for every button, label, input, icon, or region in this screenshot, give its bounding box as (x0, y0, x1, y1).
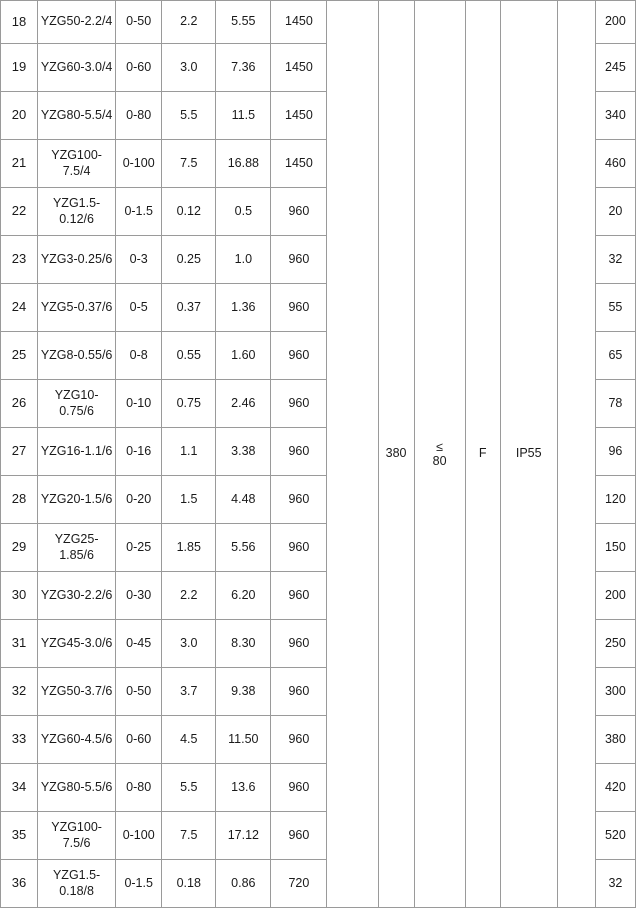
cell-current: 5.55 (216, 1, 271, 44)
cell-current: 8.30 (216, 620, 271, 668)
cell-insulation-class: F (465, 1, 500, 908)
cell-weight: 120 (595, 476, 635, 524)
cell-current: 4.48 (216, 476, 271, 524)
cell-model: YZG45-3.0/6 (38, 620, 116, 668)
cell-current: 0.5 (216, 188, 271, 236)
cell-range: 0-8 (116, 332, 162, 380)
cell-serial-number: 34 (1, 764, 38, 812)
cell-speed: 1450 (271, 92, 327, 140)
cell-range: 0-16 (116, 428, 162, 476)
cell-model: YZG50-2.2/4 (38, 1, 116, 44)
cell-power: 4.5 (162, 716, 216, 764)
cell-weight: 245 (595, 44, 635, 92)
cell-weight: 32 (595, 860, 635, 908)
cell-range: 0-3 (116, 236, 162, 284)
cell-serial-number: 26 (1, 380, 38, 428)
cell-power: 2.2 (162, 572, 216, 620)
temp-rise-value: 80 (432, 454, 447, 468)
cell-range: 0-1.5 (116, 860, 162, 908)
cell-current: 6.20 (216, 572, 271, 620)
cell-model: YZG80-5.5/6 (38, 764, 116, 812)
cell-speed: 960 (271, 476, 327, 524)
cell-weight: 340 (595, 92, 635, 140)
cell-weight: 200 (595, 572, 635, 620)
cell-current: 17.12 (216, 812, 271, 860)
cell-range: 0-80 (116, 764, 162, 812)
cell-weight: 96 (595, 428, 635, 476)
cell-current: 1.60 (216, 332, 271, 380)
cell-temperature-rise (414, 1, 465, 908)
cell-speed: 1450 (271, 140, 327, 188)
cell-power: 7.5 (162, 140, 216, 188)
cell-weight: 55 (595, 284, 635, 332)
cell-speed: 1450 (271, 1, 327, 44)
cell-range: 0-30 (116, 572, 162, 620)
cell-serial-number: 19 (1, 44, 38, 92)
cell-power: 3.0 (162, 44, 216, 92)
cell-power: 5.5 (162, 92, 216, 140)
cell-serial-number: 29 (1, 524, 38, 572)
cell-current: 11.5 (216, 92, 271, 140)
cell-weight: 20 (595, 188, 635, 236)
cell-serial-number: 30 (1, 572, 38, 620)
cell-speed: 960 (271, 188, 327, 236)
cell-model: YZG100-7.5/6 (38, 812, 116, 860)
table-row (1, 1, 636, 44)
cell-model: YZG1.5-0.12/6 (38, 188, 116, 236)
table-body (1, 1, 636, 908)
cell-model: YZG5-0.37/6 (38, 284, 116, 332)
cell-model: YZG1.5-0.18/8 (38, 860, 116, 908)
cell-serial-number: 36 (1, 860, 38, 908)
cell-serial-number: 31 (1, 620, 38, 668)
cell-model: YZG30-2.2/6 (38, 572, 116, 620)
cell-power: 2.2 (162, 1, 216, 44)
cell-range: 0-10 (116, 380, 162, 428)
cell-speed: 960 (271, 668, 327, 716)
cell-range: 0-5 (116, 284, 162, 332)
cell-weight: 200 (595, 1, 635, 44)
cell-range: 0-25 (116, 524, 162, 572)
cell-protection-class: IP55 (500, 1, 557, 908)
cell-model: YZG10-0.75/6 (38, 380, 116, 428)
cell-speed: 960 (271, 716, 327, 764)
cell-model: YZG16-1.1/6 (38, 428, 116, 476)
cell-serial-number: 23 (1, 236, 38, 284)
cell-weight: 150 (595, 524, 635, 572)
cell-model: YZG20-1.5/6 (38, 476, 116, 524)
cell-current: 5.56 (216, 524, 271, 572)
cell-serial-number: 35 (1, 812, 38, 860)
cell-speed: 960 (271, 380, 327, 428)
cell-range: 0-50 (116, 1, 162, 44)
temp-rise-symbol: ≤ (436, 439, 444, 454)
cell-model: YZG60-4.5/6 (38, 716, 116, 764)
cell-speed: 960 (271, 812, 327, 860)
cell-power: 0.12 (162, 188, 216, 236)
cell-current: 9.38 (216, 668, 271, 716)
cell-weight: 78 (595, 380, 635, 428)
cell-current: 11.50 (216, 716, 271, 764)
cell-range: 0-60 (116, 716, 162, 764)
cell-power: 7.5 (162, 812, 216, 860)
cell-power: 0.37 (162, 284, 216, 332)
cell-power: 0.18 (162, 860, 216, 908)
cell-weight: 32 (595, 236, 635, 284)
cell-speed: 720 (271, 860, 327, 908)
cell-speed: 960 (271, 620, 327, 668)
cell-speed: 960 (271, 236, 327, 284)
cell-range: 0-1.5 (116, 188, 162, 236)
cell-speed: 1450 (271, 44, 327, 92)
cell-range: 0-20 (116, 476, 162, 524)
cell-power: 1.5 (162, 476, 216, 524)
cell-model: YZG3-0.25/6 (38, 236, 116, 284)
cell-power: 0.75 (162, 380, 216, 428)
cell-model: YZG8-0.55/6 (38, 332, 116, 380)
cell-power: 1.1 (162, 428, 216, 476)
cell-serial-number: 22 (1, 188, 38, 236)
cell-current: 2.46 (216, 380, 271, 428)
cell-speed: 960 (271, 428, 327, 476)
cell-speed: 960 (271, 572, 327, 620)
cell-weight: 65 (595, 332, 635, 380)
cell-power: 5.5 (162, 764, 216, 812)
cell-current: 16.88 (216, 140, 271, 188)
cell-serial-number: 24 (1, 284, 38, 332)
cell-weight: 420 (595, 764, 635, 812)
cell-speed: 960 (271, 284, 327, 332)
cell-weight: 380 (595, 716, 635, 764)
cell-serial-number: 25 (1, 332, 38, 380)
cell-power: 0.25 (162, 236, 216, 284)
cell-power: 3.7 (162, 668, 216, 716)
cell-range: 0-80 (116, 92, 162, 140)
cell-range: 0-100 (116, 140, 162, 188)
cell-model: YZG50-3.7/6 (38, 668, 116, 716)
cell-current: 13.6 (216, 764, 271, 812)
cell-power: 0.55 (162, 332, 216, 380)
cell-current: 7.36 (216, 44, 271, 92)
cell-range: 0-100 (116, 812, 162, 860)
cell-serial-number: 28 (1, 476, 38, 524)
cell-serial-number: 32 (1, 668, 38, 716)
cell-serial-number: 33 (1, 716, 38, 764)
cell-model: YZG100-7.5/4 (38, 140, 116, 188)
cell-spacer-right (557, 1, 595, 908)
cell-serial-number: 27 (1, 428, 38, 476)
cell-range: 0-50 (116, 668, 162, 716)
cell-weight: 460 (595, 140, 635, 188)
cell-current: 0.86 (216, 860, 271, 908)
cell-speed: 960 (271, 524, 327, 572)
cell-serial-number: 20 (1, 92, 38, 140)
cell-model: YZG60-3.0/4 (38, 44, 116, 92)
cell-current: 1.0 (216, 236, 271, 284)
cell-model: YZG25-1.85/6 (38, 524, 116, 572)
cell-serial-number: 18 (1, 1, 38, 44)
cell-speed: 960 (271, 764, 327, 812)
cell-weight: 520 (595, 812, 635, 860)
cell-model: YZG80-5.5/4 (38, 92, 116, 140)
cell-current: 3.38 (216, 428, 271, 476)
cell-power: 3.0 (162, 620, 216, 668)
cell-speed: 960 (271, 332, 327, 380)
cell-voltage: 380 (378, 1, 414, 908)
cell-range: 0-45 (116, 620, 162, 668)
cell-power: 1.85 (162, 524, 216, 572)
cell-weight: 250 (595, 620, 635, 668)
cell-spacer-left (327, 1, 378, 908)
cell-weight: 300 (595, 668, 635, 716)
cell-current: 1.36 (216, 284, 271, 332)
cell-range: 0-60 (116, 44, 162, 92)
cell-serial-number: 21 (1, 140, 38, 188)
